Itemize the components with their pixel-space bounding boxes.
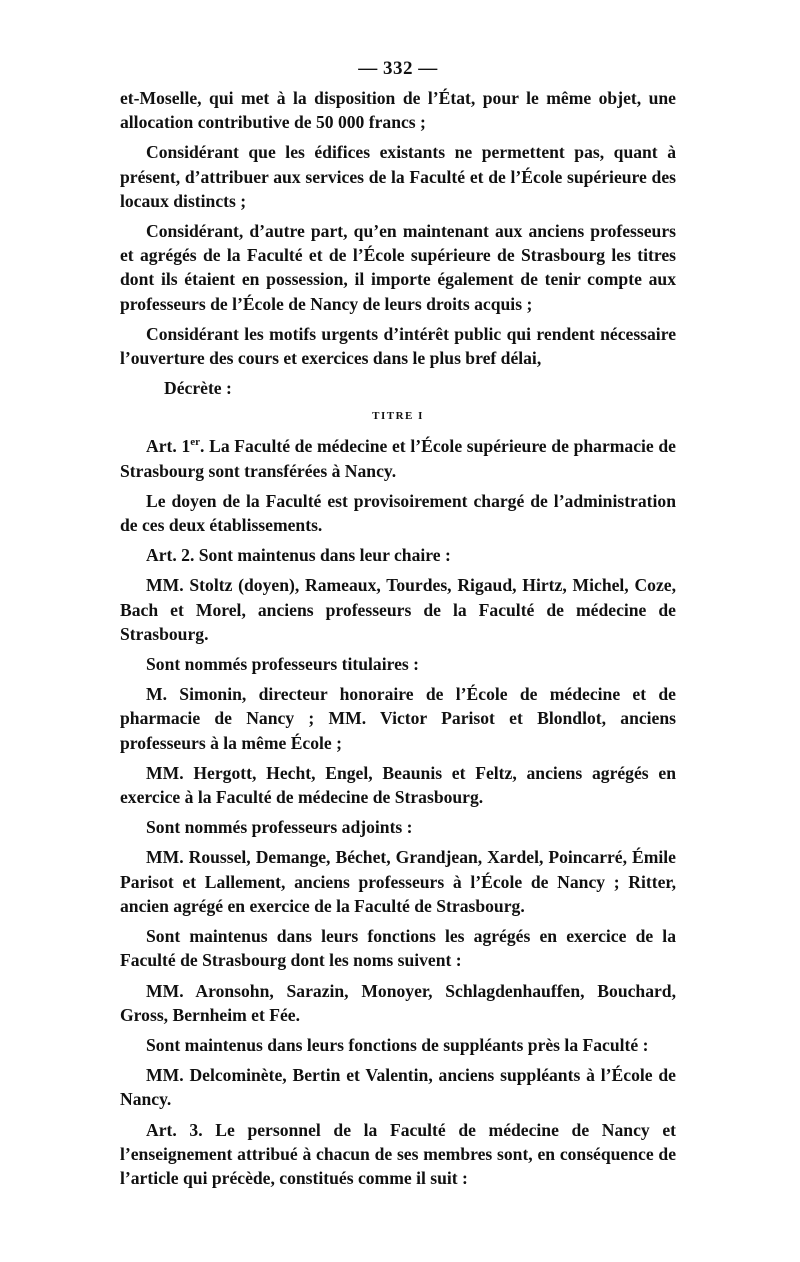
article-1-prefix: Art. 1 [146, 436, 191, 457]
paragraph-doyen: Le doyen de la Faculté est provisoirement chargé de l’administration de ces deux établissements. [120, 490, 676, 536]
paragraph-considerant-motifs: Considérant les motifs urgents d’intérêt public qui rendent nécessaire l’ouverture des cours et exercices dans le plus bref délai, [120, 323, 676, 369]
paragraph-titular-heading: Sont nommés professeurs titulaires : [146, 654, 420, 675]
title-heading: TITRE I [372, 410, 424, 423]
article-2: Art. 2. Sont maintenus dans leur chaire : [146, 545, 451, 566]
paragraph-aronsohn: MM. Aronsohn, Sarazin, Monoyer, Schlagdenhauffen, Bouchard, Gross, Bernheim et Fée. [120, 980, 676, 1025]
paragraph-agreges-maintained: Sont maintenus dans leurs fonctions les agrégés en exercice de la Faculté de Strasbourg dont les noms suivent : [120, 926, 676, 971]
paragraph-roussel: MM. Roussel, Demange, Béchet, Grandjean, Xardel, Poincarré, Émile Parisot et Lallement, anciens professeurs à l’École de Nancy ; Ritter, ancien agrégé en exercice de la Faculté de Strasbourg. [120, 847, 676, 916]
paragraph-maintained-chairs: MM. Stoltz (doyen), Rameaux, Tourdes, Rigaud, Hirtz, Michel, Coze, Bach et Morel, anciens professeurs de la Faculté de médecine de Strasbourg. [120, 575, 676, 644]
article-3: Art. 3. Le personnel de la Faculté de médecine de Nancy et l’enseignement attribué à chacun de ses membres sont, en conséquence de l’article qui précède, constitués comme il suit : [120, 1119, 676, 1188]
paragraph-delcominete: MM. Delcominète, Bertin et Valentin, anciens suppléants à l’École de Nancy. [120, 1065, 676, 1110]
decree-label: Décrète : [164, 378, 232, 399]
paragraph-hergott: MM. Hergott, Hecht, Engel, Beaunis et Feltz, anciens agrégés en exercice à la Faculté de médecine de Strasbourg. [120, 762, 676, 808]
paragraph-considerant-titres: Considérant, d’autre part, qu’en maintenant aux anciens professeurs et agrégés de la Faculté et de l’École supérieure de Strasbourg les titres dont ils étaient en possession, il importe également de tenir compte aux professeurs de l’École de Nancy de leurs droits acquis ; [120, 221, 676, 314]
paragraph-simonin: M. Simonin, directeur honoraire de l’École de médecine et de pharmacie de Nancy ; MM. Victor Parisot et Blondlot, anciens professeurs à la même École ; [120, 684, 676, 753]
page-number: — 332 — [358, 58, 438, 79]
paragraph-considerant-edifices: Considérant que les édifices existants ne permettent pas, quant à présent, d’attribuer aux services de la Faculté et de l’École supérieure des locaux distincts ; [120, 142, 676, 211]
paragraph-adjoints-heading: Sont nommés professeurs adjoints : [146, 817, 413, 838]
article-1-superscript: er [190, 436, 201, 449]
document-page [120, 58, 676, 1196]
article-1 [120, 434, 676, 482]
paragraph-allocation: et-Moselle, qui met à la disposition de l’État, pour le même objet, une allocation contributive de 50 000 francs ; [120, 88, 676, 133]
paragraph-suppleants-heading: Sont maintenus dans leurs fonctions de suppléants près la Faculté : [146, 1034, 649, 1055]
article-1-text: . La Faculté de médecine et l’École supérieure de pharmacie de Strasbourg sont transférées à Nancy. [120, 436, 676, 481]
